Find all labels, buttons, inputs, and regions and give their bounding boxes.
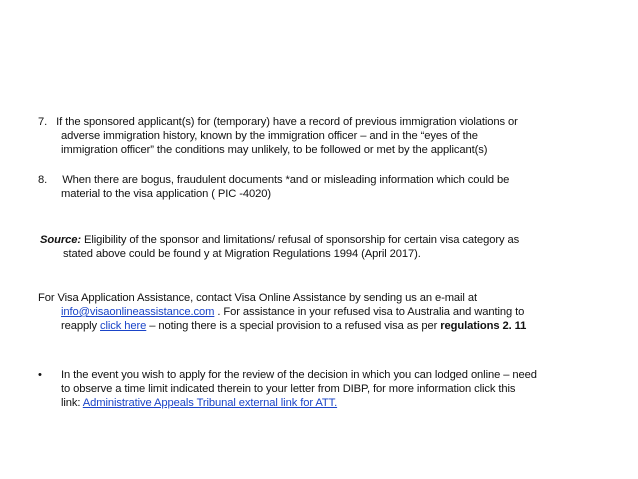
item-8-line-2: material to the visa application ( PIC -4020): [61, 188, 272, 200]
assistance-line-3-prefix: reapply: [61, 320, 101, 332]
assistance-line-1: For Visa Application Assistance, contact Visa Online Assistance by sending us an e-mail at: [38, 292, 477, 304]
source-line-2: stated above could be found y at Migration Regulations 1994 (April 2017).: [63, 248, 421, 260]
bullet-line-2: to observe a time limit indicated therein to your letter from DIBP, for more information click this: [61, 383, 516, 395]
aat-external-link[interactable]: Administrative Appeals Tribunal external link for ATT.: [82, 397, 338, 409]
item-7-line-3: immigration officer” the conditions may unlikely, to be followed or met by the applicant(s): [61, 144, 488, 156]
regulation-reference: regulations 2. 11: [440, 320, 527, 332]
bullet-line-3-prefix: link:: [61, 397, 83, 409]
bullet-line-1: In the event you wish to apply for the review of the decision in which you can lodged online – need: [61, 369, 537, 381]
bullet-paragraph: [38, 368, 600, 410]
assistance-line-3-middle: – noting there is a special provision to a refused visa as per: [146, 320, 441, 332]
email-link[interactable]: info@visaonlineassistance.com: [61, 306, 215, 318]
item-7-line-1: If the sponsored applicant(s) for (temporary) have a record of previous immigration violations or: [56, 116, 518, 128]
source-paragraph: [40, 233, 602, 261]
item-8-line-1: When there are bogus, fraudulent documents *and or misleading information which could be: [62, 174, 510, 186]
item-7-line-2: adverse immigration history, known by the immigration officer – and in the “eyes of the: [61, 130, 478, 142]
bullet-icon: •: [38, 369, 42, 381]
item-7-number: 7.: [38, 116, 48, 128]
item-8: [38, 173, 600, 201]
assistance-line-2: . For assistance in your refused visa to Australia and wanting to: [214, 306, 525, 318]
click-here-link[interactable]: click here: [100, 320, 147, 332]
item-8-number: 8.: [38, 174, 48, 186]
item-7: [38, 115, 600, 157]
source-line-1: Eligibility of the sponsor and limitations/ refusal of sponsorship for certain visa category as: [80, 234, 520, 246]
source-label: Source:: [40, 234, 81, 246]
assistance-paragraph: [38, 291, 600, 333]
